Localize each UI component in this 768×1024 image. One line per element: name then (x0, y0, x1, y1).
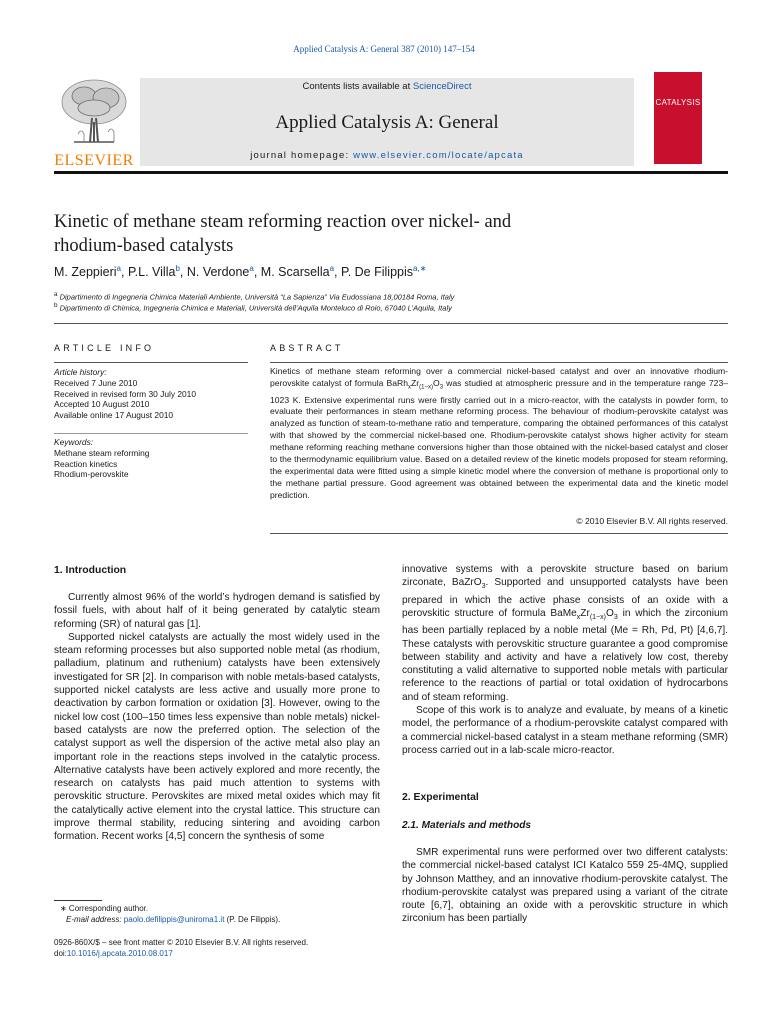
history-item: Accepted 10 August 2010 (54, 399, 150, 410)
publisher-name: ELSEVIER (54, 152, 134, 169)
author-affiliation-mark[interactable]: a (249, 264, 254, 273)
author-affiliation-mark[interactable]: b (175, 264, 180, 273)
contents-line (140, 81, 634, 92)
article-title-line-1: Kinetic of methane steam reforming reaction over nickel- and (54, 212, 512, 232)
affiliation-b-text: Dipartimento di Chimica, Ingegneria Chimica e Materiali, Università dell’Aquila Monteluco di Roio, 67040 L’Aquila, Italy (59, 303, 452, 313)
contents-prefix: Contents lists available at (302, 81, 413, 92)
paragraph-part: innovative systems with a perovskite structure based on barium zirconate, BaZrO (402, 564, 728, 589)
section-heading-introduction: 1. Introduction (54, 565, 127, 576)
abstract-divider (270, 362, 728, 363)
history-label: Article history: (54, 367, 107, 377)
journal-cover (654, 72, 702, 164)
author: M. Scarsella (260, 265, 330, 280)
doi-link[interactable]: 10.1016/j.apcata.2010.08.017 (66, 949, 173, 958)
history-item: Received 7 June 2010 (54, 377, 138, 388)
email-suffix: (P. De Filippis). (224, 915, 281, 924)
keyword: Reaction kinetics (54, 458, 118, 469)
footnote-divider (54, 900, 102, 901)
author-affiliation-mark[interactable]: a (116, 264, 121, 273)
doi-line (54, 949, 173, 958)
abstract-heading: ABSTRACT (270, 343, 344, 353)
affiliation-b: $^b$ Dipartimento di Chimica, Ingegneria Chimica e Materiali, Università dell’Aquila Monteluco di Roio, 67040 L’Aquila, Italy (54, 302, 452, 313)
copyright: © 2010 Elsevier B.V. All rights reserved. (576, 516, 728, 526)
journal-reference[interactable]: Applied Catalysis A: General 387 (2010) 147–154 (293, 44, 475, 54)
article-title-line-2: rhodium-based catalysts (54, 236, 234, 256)
corresponding-author-note: ∗ Corresponding author. (60, 904, 149, 913)
abstract-text: Kinetics of methane steam reforming over a commercial nickel-based catalyst and over an innovative rhodium-perovskite catalyst of formula $BaRh_xZr_{(1-x)}O_3$ was studied at atmospheric pressure and in the temperature range 723–1023 K. Extensive experimental runs were firstly carried out in a micro-reactor, with the catalysts in powder form, to evaluate their performances in steam methane reforming process. The behaviour of rhodium-perovskite catalyst was analyzed as function of steam-to-methane ratio and temperature, comparing the obtained performances of this catalyst with that showed by the commercial nickel-based one. Rhodium-perovskite catalyst shows higher activity for steam methane reforming reaching methane conversions higher than those obtained with the nickel-based catalyst and closer to the thermodynamic equilibrium value. Based on a detailed review of the kinetic models proposed for steam reforming, the experimental data were fitted using a simple kinetic model where the conversion of methane is proportional only to the methane partial pressure. Good agreement was obtained between the experimental data and the kinetic model prediction. (270, 366, 729, 500)
article-history (54, 367, 248, 421)
issn-line: 0926-860X/$ – see front matter © 2010 Elsevier B.V. All rights reserved. (54, 938, 309, 947)
author-affiliation-mark[interactable]: a (329, 264, 335, 273)
email-link[interactable]: paolo.defilippis@uniroma1.it (123, 915, 225, 924)
subsection-heading-materials: 2.1. Materials and methods (402, 820, 532, 831)
right-column-lower (402, 846, 728, 926)
author-list: M. Zeppieri$^a$, P.L. Villa$^b$, N. Verdone$^a$, M. Scarsella$^a$, P. De Filippis$^{a,∗}$ (54, 264, 427, 280)
journal-title: Applied Catalysis A: General (275, 112, 499, 133)
homepage-link[interactable]: www.elsevier.com/locate/apcata (353, 150, 524, 161)
article-info-divider (54, 362, 248, 363)
keyword: Methane steam reforming (54, 447, 150, 458)
keywords-label: Keywords: (54, 437, 94, 447)
affiliation-a-text: Dipartimento di Ingegneria Chimica Materiali Ambiente, Università “La Sapienza” Via Eudossiana 18,00184 Roma, Italy (59, 292, 455, 302)
abstract-text-part: Kinetics of methane steam reforming over a commercial nickel-based catalyst and over an innovative rhodium-perovskite catalyst of formula BaRh (270, 366, 728, 388)
author: P. De Filippis (340, 265, 414, 280)
left-column (54, 591, 380, 844)
paragraph: SMR experimental runs were performed over two different catalysts: the commercial nickel-based catalyst ICI Katalco 559 25-4MQ, supplied by Johnson Matthey, and an innovative rhodium-perovskite catalyst. The rhodium-perovskite catalyst was prepared using a variant of the citrate route [6,7], obtaining an oxide with a perovskitic structure in which zirconium has been partially (402, 847, 728, 925)
keywords-divider (54, 433, 248, 434)
paragraph: Currently almost 96% of the world’s hydrogen demand is satisfied by fossil fuels, with about half of it being generated by catalytic steam reforming (SR) of natural gas [1]. (54, 592, 380, 630)
right-column (402, 563, 728, 757)
paragraph: Supported nickel catalysts are actually the most widely used in the steam reforming processes but also supported noble metal (as rhodium, palladium, platinum and ruthenium) catalysts have been extensively investigated for SR [2]. In comparison with noble metals-based catalysts, supported nickel catalysts are less active and usually more prone to deactivation by carbon formation or oxidation [3]. However, owing to the nickel low cost (100–150 times less expensive than noble metals) nickel-based catalysts are now the preferred option. The selection of the catalyst support as well the dispersion of the active metal also play an important role in the reactions steps involved in the catalytic process. Alternative catalysts have been actively explored and more recently, the research on catalysts has paid much attention to systems with perovskitic structure. Perovskites are mixed metal oxides which may fit the catalytically active element into the crystal lattice. This structure can improve thermal stability, reducing sintering and avoiding carbon formation. Recent works [4,5] concern the synthesis of some (54, 631, 380, 843)
journal-header (54, 72, 728, 168)
paragraph: Scope of this work is to analyze and evaluate, by means of a kinetic model, the performance of a rhodium-perovskite catalyst compared with a commercial nickel-based catalyst in a steam methane reforming (SMR) process carried out in a lab-scale micro-reactor. (402, 705, 728, 756)
header-box (140, 78, 634, 166)
journal-homepage (140, 150, 634, 161)
keywords (54, 437, 248, 480)
doi-prefix: doi: (54, 949, 67, 958)
author: P.L. Villa (127, 265, 176, 280)
keyword: Rhodium-perovskite (54, 469, 129, 480)
paragraph: innovative systems with a perovskite structure based on barium zirconate, BaZrO$_3$. Supported and unsupported catalysts have been prepared in which the active phase consists of an oxide with a perovskitic structure of formula $BaMe_xZr_{(1-x)}O_3$ in which the zirconium has been partially replaced by a noble metal (Me = Rh, Pd, Pt) [4,6,7]. These catalysts with perovskitic structure guarantee a good compromise between stability and activity and have a relatively low cost, thereby constituting a valid alternative to supported noble metals with particular reference to the reactions of partial or total oxidation of hydrocarbons and of steam reforming. (402, 564, 728, 703)
email-note (66, 915, 280, 924)
article-title (54, 210, 674, 258)
abstract-end-divider (270, 533, 728, 534)
abstract-text-part: was studied at atmospheric pressure and in the temperature range 723–1023 K. Extensive experimental runs were firstly carried out in a micro-reactor, with the catalysts in powder form, to evaluate their performances in steam methane reforming process. The behaviour of rhodium-perovskite catalyst was analyzed as function of steam-to-methane ratio and temperature, comparing the obtained performances of this catalyst with that showed by the commercial nickel-based one. Rhodium-perovskite catalyst shows higher activity for steam methane reforming reaching methane conversions higher than those obtained with the nickel-based catalyst and closer to the thermodynamic equilibrium value. Based on a detailed review of the kinetic models proposed for steam reforming, the experimental data were fitted using a simple kinetic model where the conversion of methane is proportional only to the methane partial pressure. Good agreement was obtained between the experimental data and the kinetic model prediction. (270, 377, 729, 500)
history-item: Received in revised form 30 July 2010 (54, 388, 196, 399)
paragraph-part: in which the zirconium has been partially replaced by a noble metal (Me = Rh, Pd, Pt) [4,6,7]. These catalysts with perovskitic structure guarantee a good compromise between stability and activity and have a relatively low cost, thereby constituting a valid alternative to supported noble metals with particular reference to the reactions of partial or total oxidation of hydrocarbons and of steam reforming. (402, 607, 728, 703)
homepage-prefix: journal homepage: (250, 150, 354, 161)
tree-icon (54, 72, 134, 152)
paragraph-part: . Supported and unsupported catalysts have been prepared in which the active phase consists of an oxide with a perovskitic structure of formula BaMe (402, 577, 728, 619)
affiliation-a: $^a$ Dipartimento di Ingegneria Chimica Materiali Ambiente, Università “La Sapienza” Via Eudossiana 18,00184 Roma, Italy (54, 291, 455, 302)
author: N. Verdone (186, 265, 250, 280)
history-item: Available online 17 August 2010 (54, 410, 174, 421)
author: M. Zeppieri (54, 265, 117, 280)
section-heading-experimental: 2. Experimental (402, 792, 479, 803)
sciencedirect-link[interactable]: ScienceDirect (412, 81, 472, 92)
affiliation-divider (54, 323, 728, 324)
email-label: E-mail address: (66, 915, 124, 924)
header-divider (54, 171, 728, 174)
article-info-heading: ARTICLE INFO (54, 343, 155, 353)
cover-title: CATALYSIS (655, 98, 701, 107)
author-affiliation-mark[interactable]: a,∗ (413, 264, 427, 273)
